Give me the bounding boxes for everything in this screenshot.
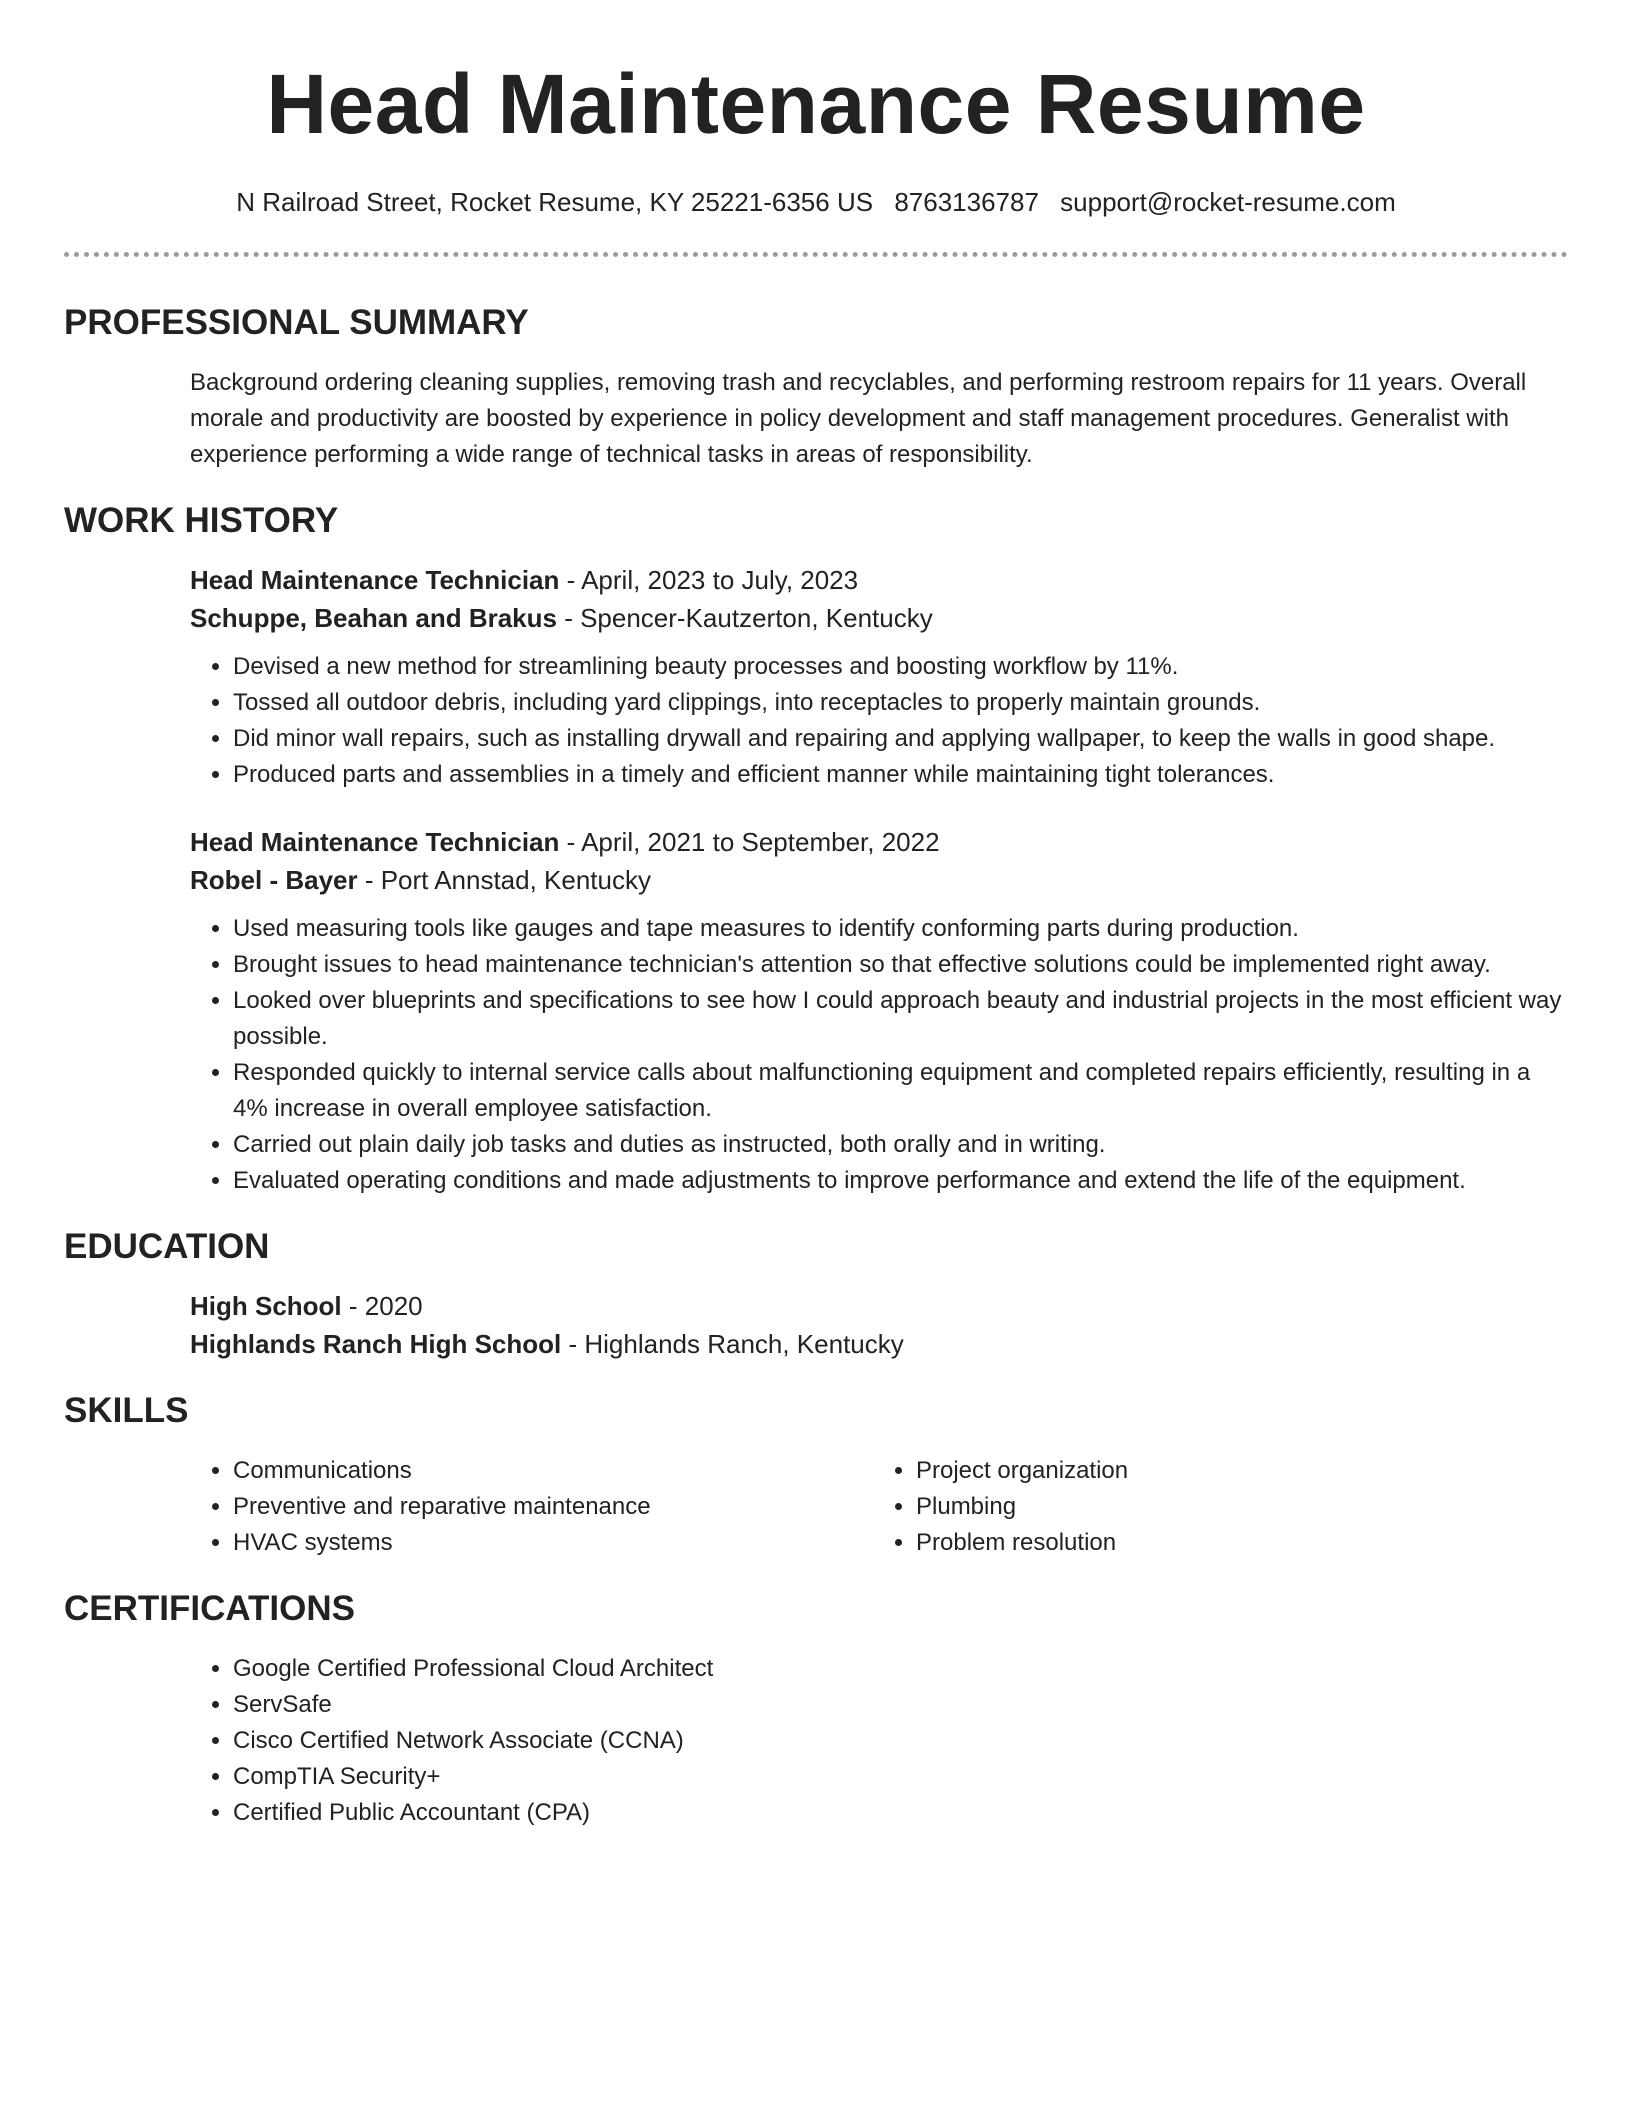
skill-item: • Preventive and reparative maintenance [233, 1489, 873, 1525]
job-bullet: • Devised a new method for streamlining beauty processes and boosting workflow by 11%. [233, 649, 1568, 685]
job-bullets [190, 911, 1568, 1199]
summary-section [64, 301, 1568, 473]
resume-title: Head Maintenance Resume [266, 57, 1366, 151]
resume-page [64, 0, 1568, 1831]
job-bullets [190, 649, 1568, 793]
certification-item: • Google Certified Professional Cloud Architect [233, 1651, 1568, 1687]
job-company-line [190, 861, 1568, 899]
education-school: Highlands Ranch High School [190, 1329, 562, 1359]
contact-address: N Railroad Street, Rocket Resume, KY 25221-6356 US [236, 187, 874, 217]
contact-phone: 8763136787 [894, 187, 1039, 217]
job-dates: - April, 2023 to July, 2023 [559, 565, 859, 595]
job-entry [190, 561, 1568, 793]
education-entry [190, 1287, 1568, 1363]
summary-heading: PROFESSIONAL SUMMARY [64, 303, 529, 342]
education-degree: High School [190, 1291, 342, 1321]
contact-line [64, 186, 1568, 218]
certifications-heading: CERTIFICATIONS [64, 1589, 356, 1628]
certifications-body [190, 1651, 1568, 1831]
certification-item: • Cisco Certified Network Associate (CCNA) [233, 1723, 1568, 1759]
certification-item: • ServSafe [233, 1687, 1568, 1723]
job-location: - Spencer-Kautzerton, Kentucky [556, 603, 933, 633]
skills-left-list [190, 1453, 873, 1561]
skill-item: • Project organization [916, 1453, 1516, 1489]
job-bullet: • Did minor wall repairs, such as installing drywall and repairing and applying wallpaper, to keep the walls in good shape. [233, 721, 1568, 757]
job-bullet: • Responded quickly to internal service calls about malfunctioning equipment and completed repairs efficiently, resulting in a 4% increase in overall employee satisfaction. [233, 1055, 1568, 1127]
skills-section [64, 1389, 1568, 1561]
education-section [64, 1225, 1568, 1363]
skill-item: • Problem resolution [916, 1525, 1516, 1561]
education-location: - Highlands Ranch, Kentucky [561, 1329, 904, 1359]
job-dates: - April, 2021 to September, 2022 [559, 827, 940, 857]
certification-item: • CompTIA Security+ [233, 1759, 1568, 1795]
header-divider [64, 252, 1568, 257]
job-bullet: • Produced parts and assemblies in a timely and efficient manner while maintaining tight tolerances. [233, 757, 1568, 793]
job-bullet: • Carried out plain daily job tasks and duties as instructed, both orally and in writing. [233, 1127, 1568, 1163]
job-company: Robel - Bayer [190, 865, 358, 895]
job-bullet: • Looked over blueprints and specifications to see how I could approach beauty and industrial projects in the most efficient way possible. [233, 983, 1568, 1055]
job-company: Schuppe, Beahan and Brakus [190, 603, 557, 633]
job-bullet: • Brought issues to head maintenance technician's attention so that effective solutions could be implemented right away. [233, 947, 1568, 983]
job-role-line [190, 823, 1568, 861]
education-heading: EDUCATION [64, 1227, 270, 1266]
skill-item: • HVAC systems [233, 1525, 873, 1561]
skills-right-list [873, 1453, 1516, 1561]
certification-item: • Certified Public Accountant (CPA) [233, 1795, 1568, 1831]
job-role: Head Maintenance Technician [190, 827, 560, 857]
skills-heading: SKILLS [64, 1391, 189, 1430]
certifications-section [64, 1587, 1568, 1831]
education-school-line [190, 1325, 1568, 1363]
job-location: - Port Annstad, Kentucky [357, 865, 651, 895]
summary-text: Background ordering cleaning supplies, removing trash and recyclables, and performing restroom repairs for 11 years. Overall morale and productivity are boosted by experience in policy development and staff management procedures. Generalist with experience performing a wide range of technical tasks in areas of responsibility. [190, 369, 1527, 468]
skill-item: • Plumbing [916, 1489, 1516, 1525]
job-role-line [190, 561, 1568, 599]
certifications-list [190, 1651, 1568, 1831]
job-bullet: • Used measuring tools like gauges and tape measures to identify conforming parts during production. [233, 911, 1568, 947]
job-role: Head Maintenance Technician [190, 565, 560, 595]
job-entry [190, 823, 1568, 1199]
skills-columns [190, 1453, 1568, 1561]
work-history-heading: WORK HISTORY [64, 501, 339, 540]
job-company-line [190, 599, 1568, 637]
job-bullet: • Tossed all outdoor debris, including yard clippings, into receptacles to properly maintain grounds. [233, 685, 1568, 721]
work-history-section [64, 499, 1568, 1199]
education-year: - 2020 [341, 1291, 423, 1321]
skill-item: • Communications [233, 1453, 873, 1489]
contact-email: support@rocket-resume.com [1060, 187, 1396, 217]
job-bullet: • Evaluated operating conditions and made adjustments to improve performance and extend the life of the equipment. [233, 1163, 1568, 1199]
education-degree-line [190, 1287, 1568, 1325]
